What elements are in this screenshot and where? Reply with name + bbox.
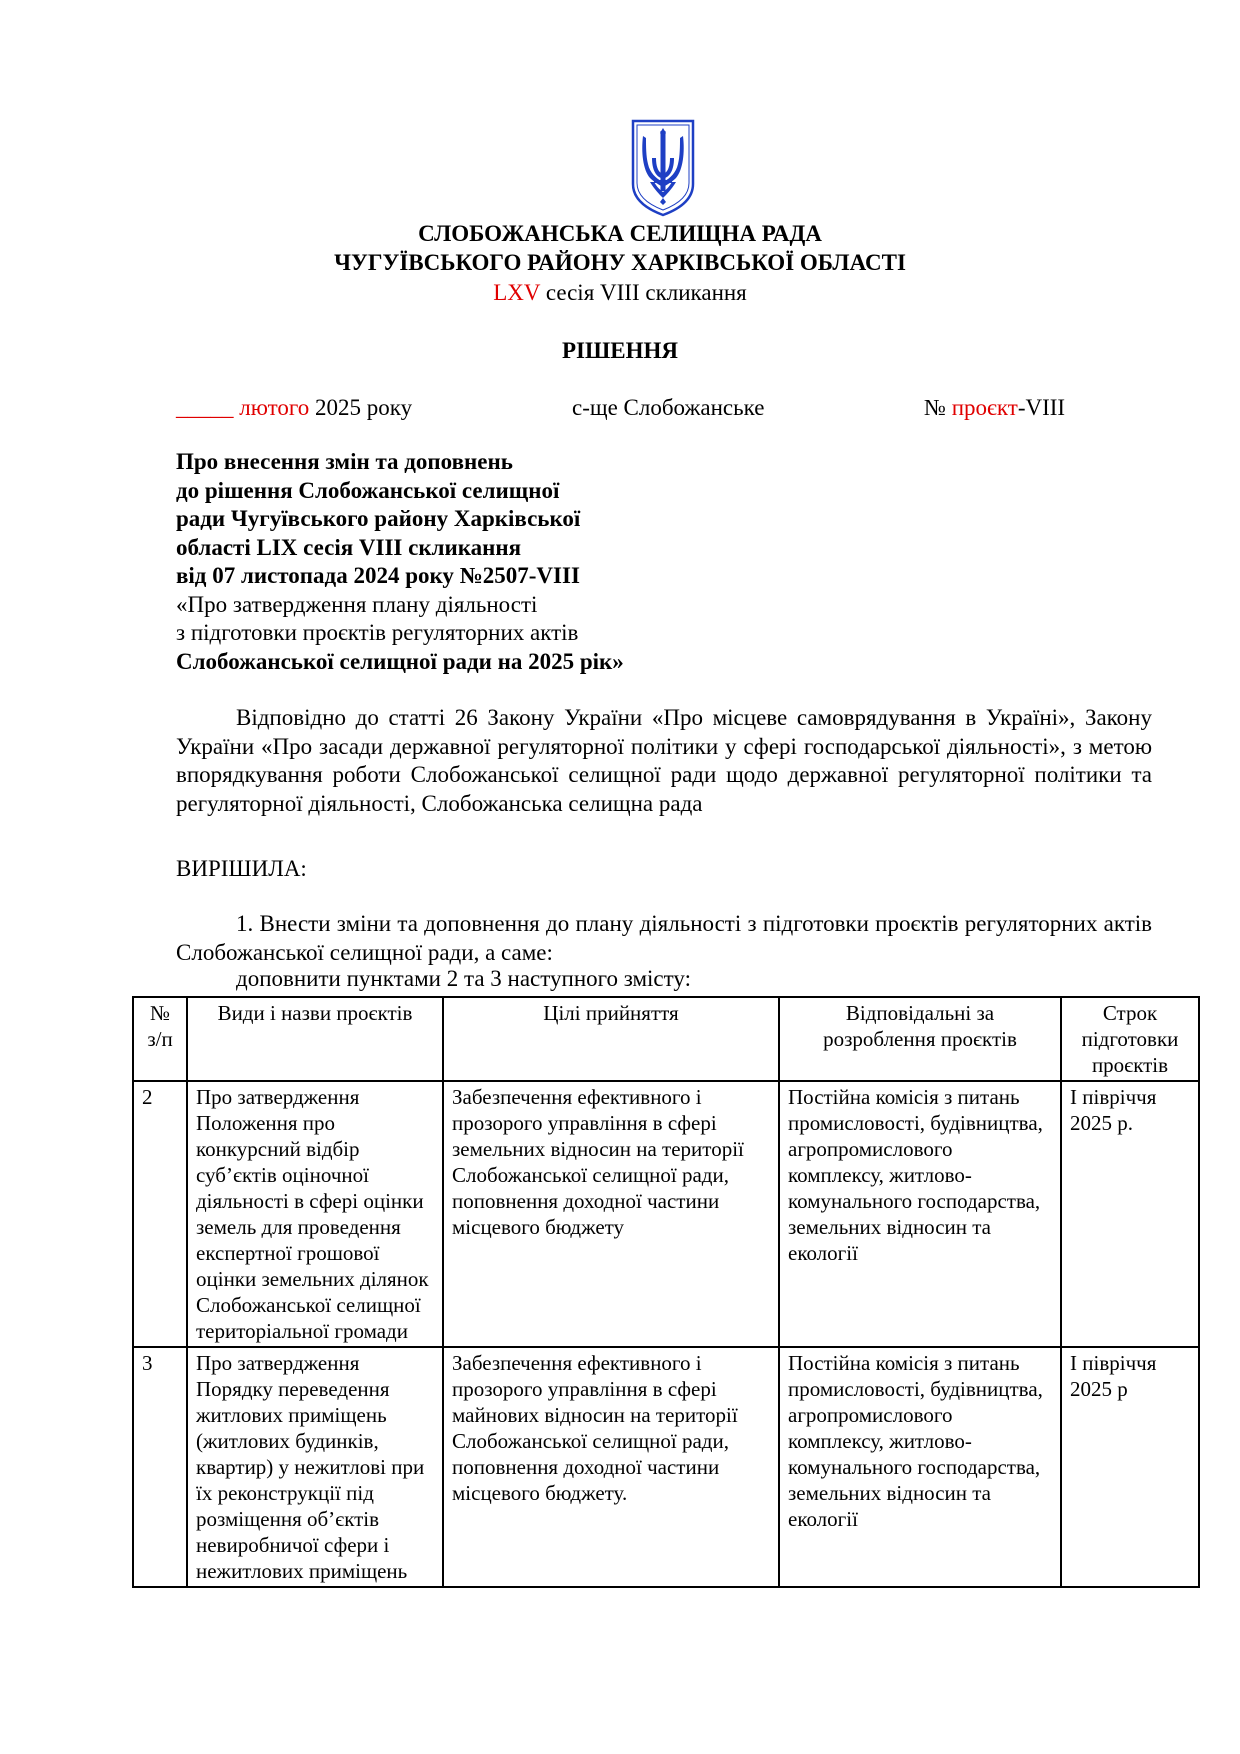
table-header-row bbox=[133, 997, 1199, 1081]
row-number: 2 bbox=[133, 1081, 187, 1347]
point-1-paragraph: 1. Внести зміни та доповнення до плану діяльності з підготовки проєктів регуляторних актів Слобожанської селищної ради, а саме: bbox=[176, 911, 1152, 965]
row-goal: Забезпечення ефективного і прозорого управління в сфері майнових відносин на території Слобожанської селищної ради, поповнення доходної частини місцевого бюджету. bbox=[443, 1347, 779, 1587]
number-draft: проєкт bbox=[951, 395, 1018, 420]
preamble-paragraph: Відповідно до статті 26 Закону України «Про місцеве самоврядування в Україні», Закону України «Про засади державної регуляторної політики у сфері господарської діяльності», з метою впорядкування роботи Слобожанської селищної ради щодо державної регуляторної політики та регуляторної діяльності, Слобожанська селищна рада bbox=[176, 705, 1152, 816]
subject-line: до рішення Слобожанської селищної bbox=[176, 477, 560, 503]
regulatory-plan-table bbox=[132, 996, 1200, 1588]
point-1-subline: доповнити пунктами 2 та 3 наступного змісту: bbox=[236, 966, 691, 991]
table-row bbox=[133, 1081, 1199, 1347]
decided-heading: ВИРІШИЛА: bbox=[176, 856, 307, 881]
row-term: І півріччя 2025 р bbox=[1061, 1347, 1199, 1587]
subject-line: «Про затвердження плану діяльності bbox=[176, 591, 538, 617]
session-text: сесія VIII скликання bbox=[540, 280, 747, 305]
date-blank: _____ bbox=[176, 395, 234, 420]
table-row bbox=[133, 1347, 1199, 1587]
decision-subject bbox=[176, 448, 624, 676]
row-project-name: Про затвердження Положення про конкурсний відбір суб’єктів оціночної діяльності в сфері оцінки земель для проведення експертної грошової оцінки земельних ділянок Слобожанської селищної територіальної громади bbox=[187, 1081, 443, 1347]
header-number: № з/п bbox=[133, 997, 187, 1081]
district-title: ЧУГУЇВСЬКОГО РАЙОНУ ХАРКІВСЬКОЇ ОБЛАСТІ bbox=[334, 250, 906, 275]
subject-line: від 07 листопада 2024 року №2507-VIII bbox=[176, 563, 580, 588]
subject-line: з підготовки проєктів регуляторних актів bbox=[176, 620, 579, 645]
coat-of-arms-icon bbox=[630, 118, 696, 218]
number-suffix: -VIII bbox=[1017, 395, 1066, 420]
subject-line: Слобожанської селищної ради на 2025 рік» bbox=[176, 648, 624, 674]
row-term: І півріччя 2025 р. bbox=[1061, 1081, 1199, 1347]
number-sign: № bbox=[924, 395, 952, 420]
date-month: лютого bbox=[233, 395, 310, 420]
row-number: 3 bbox=[133, 1347, 187, 1587]
header-project-name: Види і назви проєктів bbox=[187, 997, 443, 1081]
date-year: 2025 року bbox=[309, 395, 413, 420]
document-type: РІШЕННЯ bbox=[562, 338, 678, 363]
row-responsible: Постійна комісія з питань промисловості, будівництва, агропромислового комплексу, житлово-комунального господарства, земельних відносин та екології bbox=[779, 1081, 1061, 1347]
decision-date bbox=[176, 395, 412, 421]
subject-line: області LIX сесія VIII скликання bbox=[176, 534, 522, 560]
header-term: Строк підготовки проєктів bbox=[1061, 997, 1199, 1081]
decision-number bbox=[924, 395, 1065, 421]
row-project-name: Про затвердження Порядку переведення житлових приміщень (житлових будинків, квартир) у нежитлові при їх реконструкції під розміщення об’єктів невиробничої сфери і нежитлових приміщень bbox=[187, 1347, 443, 1587]
row-goal: Забезпечення ефективного і прозорого управління в сфері земельних відносин на території Слобожанської селищної ради, поповнення доходної частини місцевого бюджету bbox=[443, 1081, 779, 1347]
session-line bbox=[0, 280, 1240, 306]
subject-line: ради Чугуївського району Харківської bbox=[176, 506, 581, 531]
header-responsible: Відповідальні за розроблення проєктів bbox=[779, 997, 1061, 1081]
row-responsible: Постійна комісія з питань промисловості, будівництва, агропромислового комплексу, житлово-комунального господарства, земельних відносин та екології bbox=[779, 1347, 1061, 1587]
subject-line: Про внесення змін та доповнень bbox=[176, 449, 513, 474]
header-goal: Цілі прийняття bbox=[443, 997, 779, 1081]
session-number: LXV bbox=[493, 280, 541, 305]
decision-place: с-ще Слобожанське bbox=[572, 395, 765, 420]
council-title: СЛОБОЖАНСЬКА СЕЛИЩНА РАДА bbox=[418, 221, 822, 246]
